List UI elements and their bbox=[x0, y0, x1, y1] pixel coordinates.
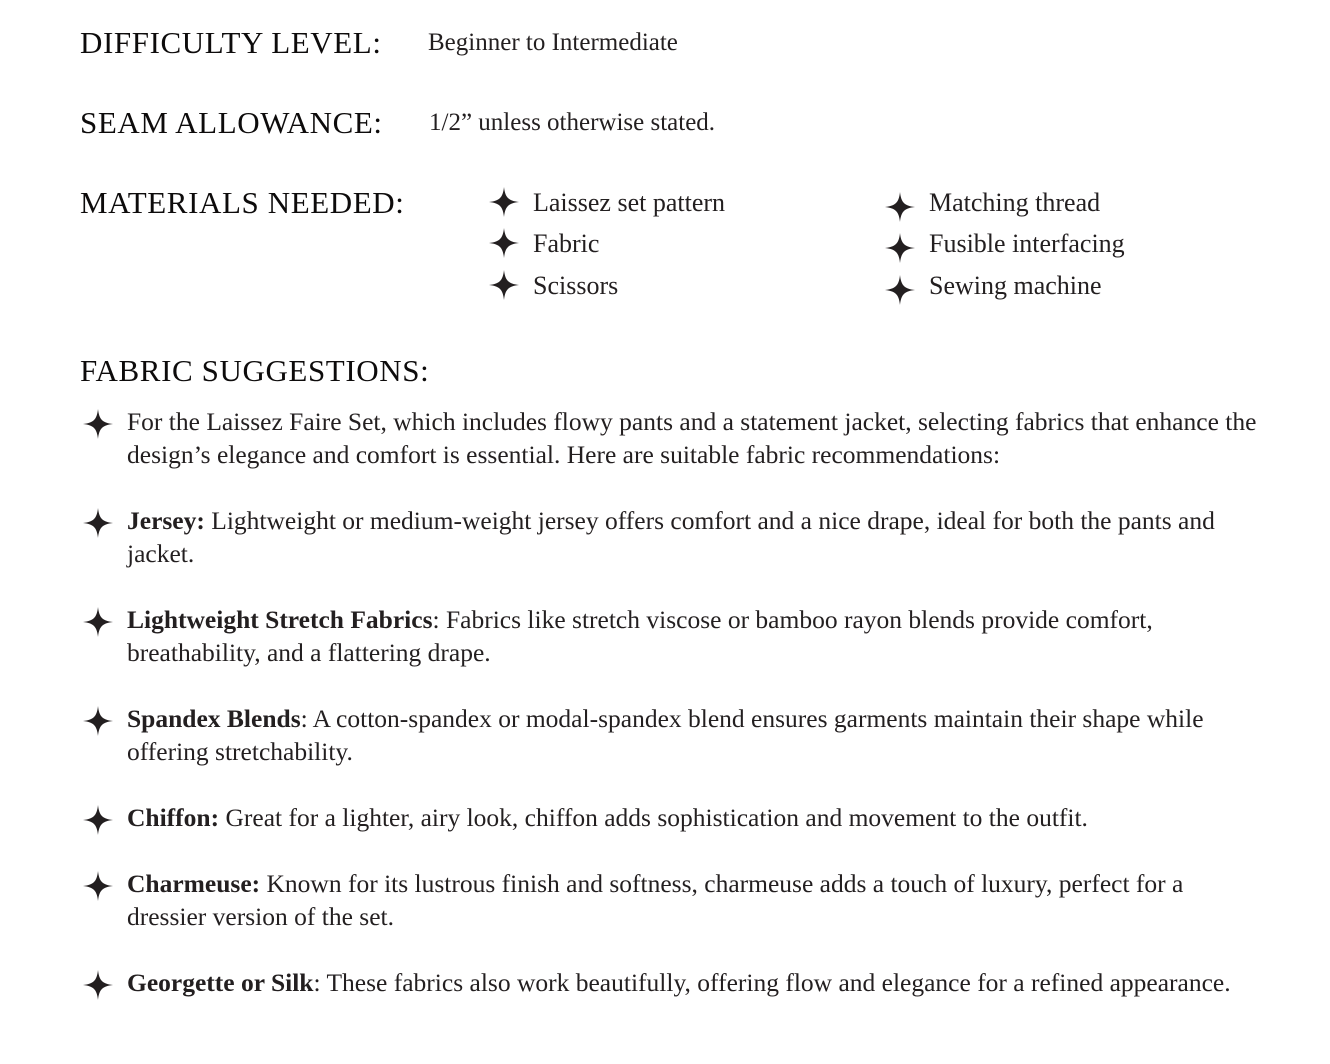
material-item bbox=[929, 190, 1100, 216]
fabric-item bbox=[80, 702, 1260, 768]
four-point-star-icon bbox=[489, 187, 519, 217]
fabric-item bbox=[80, 867, 1260, 933]
seam-allowance-heading: SEAM ALLOWANCE: bbox=[80, 105, 383, 140]
four-point-star-icon bbox=[83, 409, 113, 439]
four-point-star-icon bbox=[489, 228, 519, 258]
fabric-term: Chiffon: bbox=[127, 803, 220, 832]
fabric-term: Charmeuse: bbox=[127, 869, 261, 898]
fabric-intro bbox=[80, 405, 1260, 471]
four-point-star-icon bbox=[83, 706, 113, 736]
four-point-star-icon bbox=[885, 192, 915, 222]
fabric-intro-text: For the Laissez Faire Set, which includes flowy pants and a statement jacket, selecting fabrics that enhance the design’s elegance and comfort is essential. Here are suitable fabric recommendations: bbox=[127, 407, 1257, 469]
four-point-star-icon bbox=[83, 805, 113, 835]
fabric-description: Great for a lighter, airy look, chiffon adds sophistication and movement to the outfit. bbox=[219, 803, 1088, 832]
fabric-item bbox=[80, 603, 1260, 669]
fabric-term: Spandex Blends bbox=[127, 704, 301, 733]
material-label: Scissors bbox=[533, 271, 619, 300]
fabric-description: : A cotton-spandex or modal-spandex blend ensures garments maintain their shape while offering stretchability. bbox=[127, 704, 1204, 766]
fabric-item bbox=[80, 801, 1260, 834]
four-point-star-icon bbox=[83, 508, 113, 538]
fabric-suggestions-list bbox=[80, 405, 1260, 1032]
material-label: Laissez set pattern bbox=[533, 188, 726, 217]
four-point-star-icon bbox=[885, 275, 915, 305]
four-point-star-icon bbox=[83, 871, 113, 901]
fabric-description: : Fabrics like stretch viscose or bamboo rayon blends provide comfort, breathability, and a flattering drape. bbox=[127, 605, 1153, 667]
fabric-term: Jersey: bbox=[127, 506, 205, 535]
seam-allowance-value: 1/2” unless otherwise stated. bbox=[429, 109, 716, 136]
four-point-star-icon bbox=[885, 233, 915, 263]
material-label: Sewing machine bbox=[929, 271, 1102, 300]
fabric-description: : These fabrics also work beautifully, offering flow and elegance for a refined appearance. bbox=[313, 968, 1231, 997]
material-item bbox=[929, 273, 1102, 299]
materials-needed-heading: MATERIALS NEEDED: bbox=[80, 185, 405, 220]
four-point-star-icon bbox=[83, 607, 113, 637]
fabric-item bbox=[80, 966, 1260, 999]
four-point-star-icon bbox=[83, 970, 113, 1000]
fabric-description: Lightweight or medium-weight jersey offers comfort and a nice drape, ideal for both the pants and jacket. bbox=[127, 506, 1215, 568]
fabric-description: Known for its lustrous finish and softness, charmeuse adds a touch of luxury, perfect for a dressier version of the set. bbox=[127, 869, 1184, 931]
fabric-suggestions-heading: FABRIC SUGGESTIONS: bbox=[80, 353, 430, 388]
difficulty-level-heading: DIFFICULTY LEVEL: bbox=[80, 25, 382, 60]
fabric-term: Lightweight Stretch Fabrics bbox=[127, 605, 433, 634]
material-label: Matching thread bbox=[929, 188, 1101, 217]
difficulty-level-value: Beginner to Intermediate bbox=[428, 29, 678, 56]
fabric-item bbox=[80, 504, 1260, 570]
material-label: Fusible interfacing bbox=[929, 229, 1125, 258]
material-item bbox=[533, 273, 618, 299]
fabric-term: Georgette or Silk bbox=[127, 968, 314, 997]
material-item bbox=[929, 231, 1125, 257]
material-item bbox=[533, 190, 725, 216]
material-item bbox=[533, 231, 599, 257]
four-point-star-icon bbox=[489, 270, 519, 300]
material-label: Fabric bbox=[533, 229, 600, 258]
